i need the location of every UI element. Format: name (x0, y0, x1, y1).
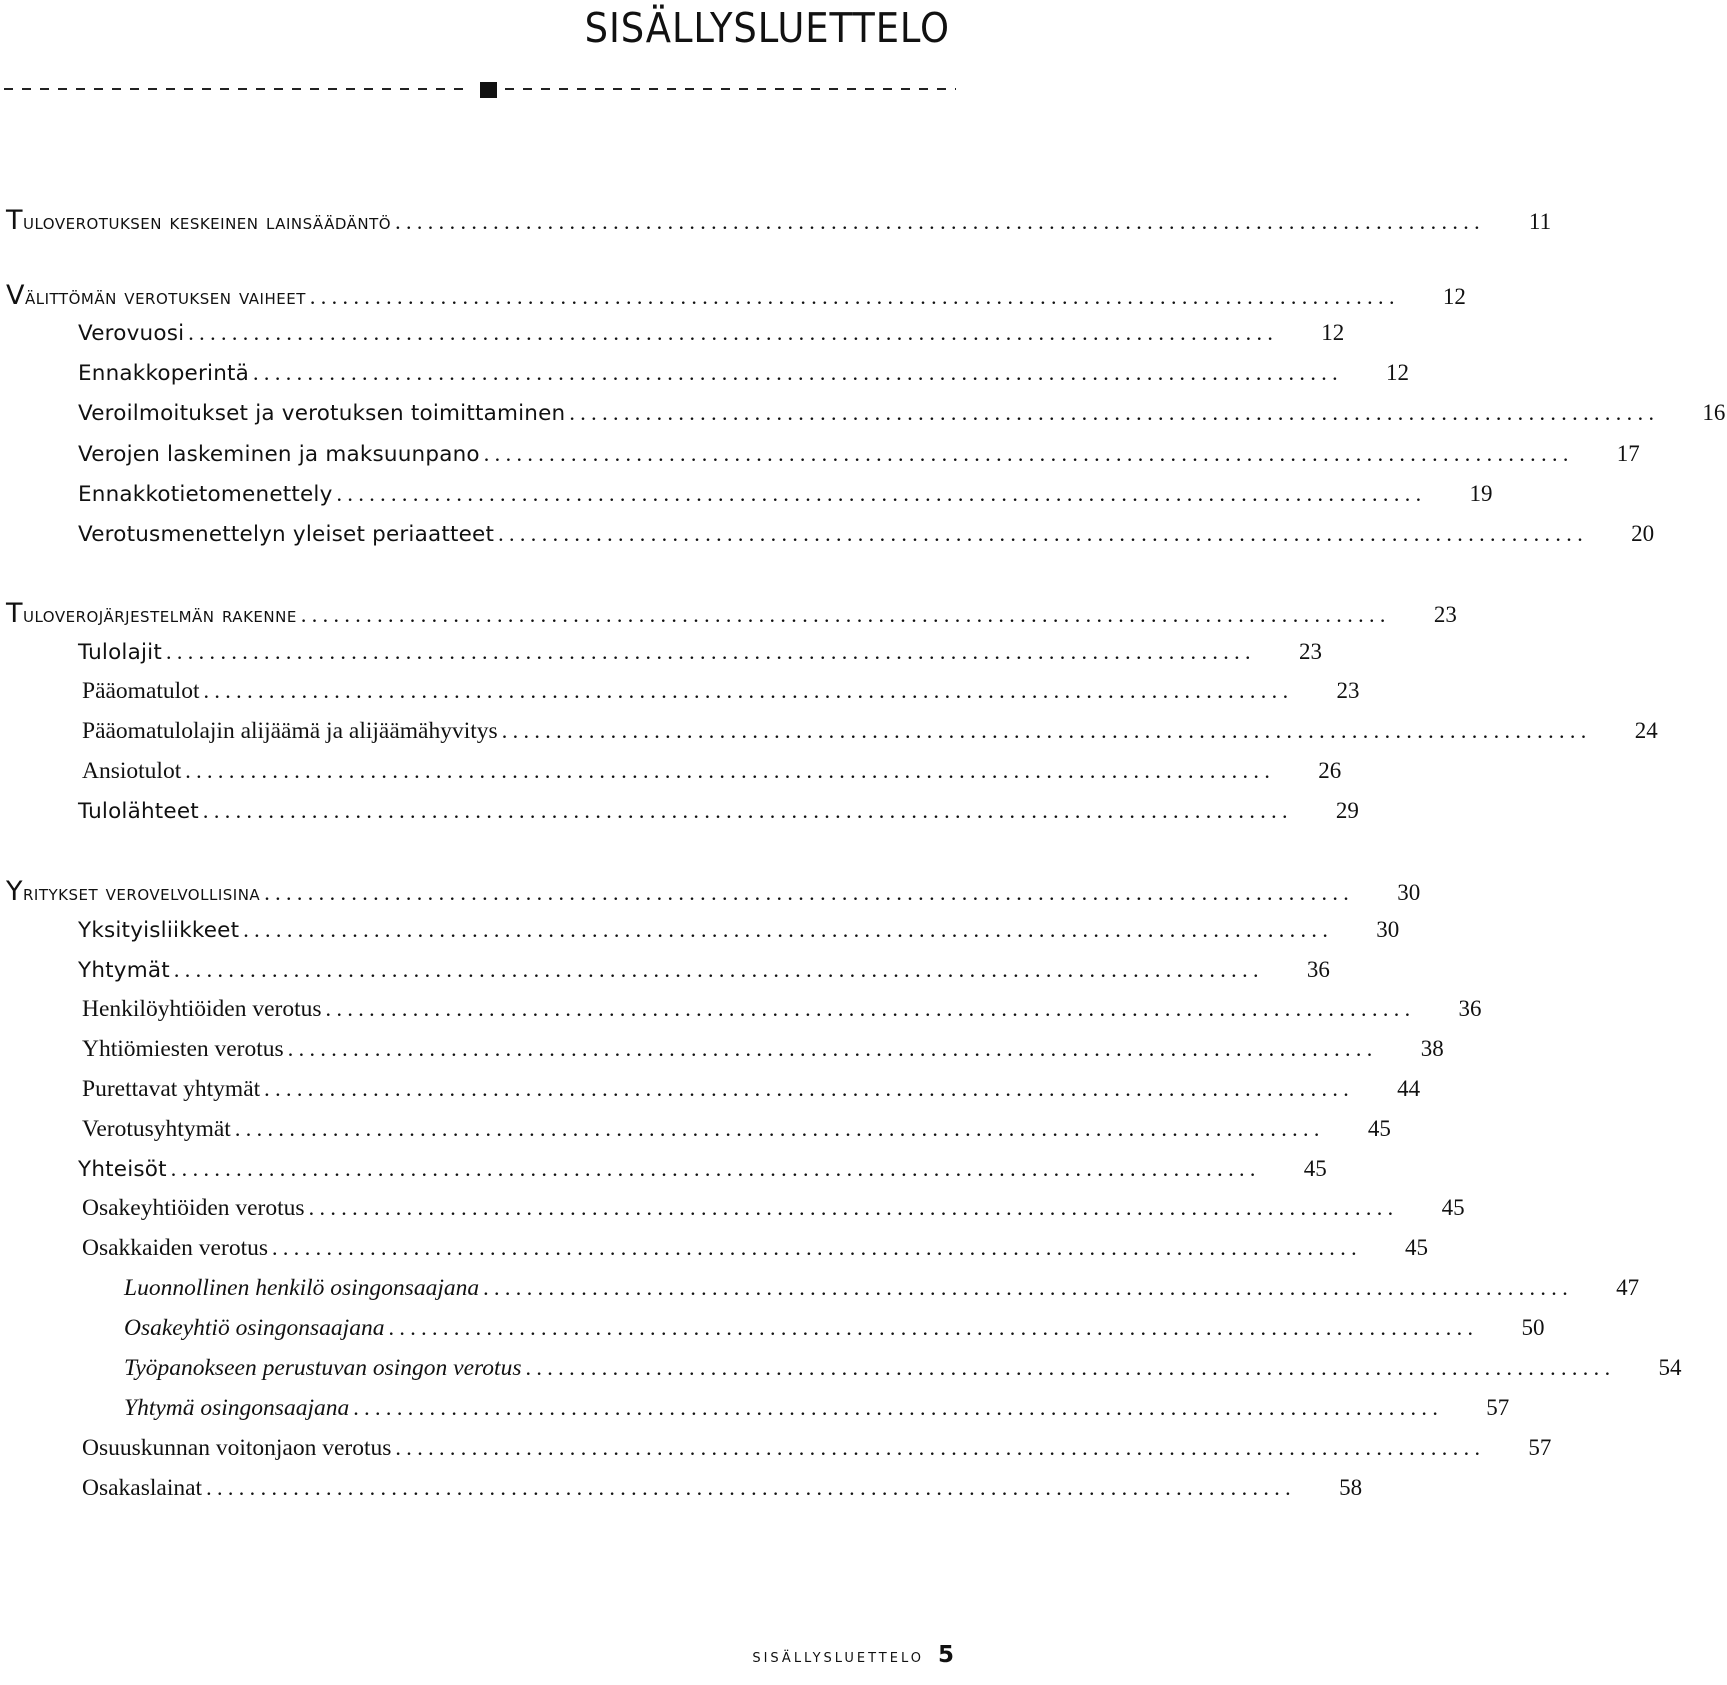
running-footer-title: SISÄLLYSLUETTELO (752, 1651, 924, 1666)
dot-leader: .................................................................................................... (264, 1076, 1355, 1101)
dot-leader: .................................................................................................... (300, 602, 1391, 627)
dot-leader: .................................................................................................... (325, 996, 1416, 1021)
toc-entry (0, 639, 1322, 679)
toc-entry (0, 1435, 1552, 1475)
toc-entry-label: Ennakkoperintä (78, 361, 250, 386)
toc-entry-page: 12 (1321, 320, 1345, 345)
dot-leader: .................................................................................................... (287, 1036, 1378, 1061)
dot-leader: .................................................................................................... (253, 360, 1344, 385)
toc-entry-label: Osakaslainat (82, 1475, 203, 1501)
page-title: SISÄLLYSLUETTELO (584, 4, 950, 52)
toc-entry-page: 12 (1442, 284, 1466, 309)
toc-entry-page: 45 (1303, 1156, 1327, 1181)
dot-leader: .................................................................................................... (501, 718, 1592, 743)
toc-entry-page: 58 (1339, 1475, 1363, 1500)
toc-entry (0, 1235, 1428, 1275)
toc-entry-page: 16 (1702, 400, 1726, 425)
dot-leader: .................................................................................................... (185, 758, 1276, 783)
toc-entry (0, 917, 1400, 957)
toc-entry-label: Yhtymät (78, 958, 170, 983)
dot-leader: .................................................................................................... (498, 521, 1589, 546)
toc-entry (0, 1156, 1327, 1196)
toc-entry-label: Tulolähteet (78, 799, 199, 824)
toc-entry (0, 798, 1359, 838)
toc-entry-page: 30 (1397, 880, 1421, 905)
toc-entry (0, 678, 1360, 718)
toc-entry (0, 360, 1410, 400)
toc-entry-page: 23 (1298, 639, 1322, 664)
toc-entry-label: Verotusmenettelyn yleiset periaatteet (78, 522, 495, 547)
toc-entry (0, 1355, 1682, 1395)
toc-entry (0, 400, 1726, 440)
toc-entry-label: Yhtymä osingonsaajana (124, 1395, 350, 1421)
toc-entry-label: Työpanokseen perustuvan osingon verotus (124, 1355, 522, 1381)
title-divider (0, 82, 960, 96)
toc-entry-label: Ennakkotietomenettely (78, 482, 333, 507)
dot-leader: .................................................................................................... (525, 1355, 1616, 1380)
dashed-rule-left (4, 88, 471, 90)
dot-leader: .................................................................................................... (165, 639, 1256, 664)
toc-entry-label: Yhteisöt (78, 1157, 167, 1182)
toc-entry (0, 957, 1330, 997)
dot-leader: .................................................................................................... (388, 1315, 1479, 1340)
toc-entry-page: 57 (1486, 1395, 1510, 1420)
toc-entry-page: 20 (1631, 521, 1655, 546)
toc-entry-page: 50 (1521, 1315, 1545, 1340)
toc-entry (0, 1195, 1465, 1235)
toc-entry-label: Ansiotulot (82, 758, 182, 784)
toc-entry (0, 481, 1493, 521)
toc-entry-label: Yritykset verovelvollisina (6, 876, 261, 907)
toc-entry-page: 12 (1386, 360, 1410, 385)
toc-entry-label: Osakkaiden verotus (82, 1235, 268, 1261)
toc-entry (0, 1116, 1391, 1156)
toc-entry-page: 11 (1528, 209, 1552, 234)
toc-entry-label: Tuloverojärjestelmän rakenne (6, 598, 297, 629)
toc-entry-page: 17 (1616, 441, 1640, 466)
dot-leader: .................................................................................................... (336, 481, 1427, 506)
dot-leader: .................................................................................................... (395, 1435, 1486, 1460)
toc-entry-label: Pääomatulolajin alijäämä ja alijäämähyvitys (82, 718, 498, 744)
dot-leader: .................................................................................................... (206, 1475, 1297, 1500)
toc-entry-label: Verojen laskeminen ja maksuunpano (78, 442, 480, 467)
dot-leader: .................................................................................................... (395, 209, 1486, 234)
toc-entry-label: Pääomatulot (82, 678, 200, 704)
toc-entry (0, 205, 1552, 245)
dot-leader: .................................................................................................... (234, 1116, 1325, 1141)
toc-entry-page: 24 (1634, 718, 1658, 743)
dot-leader: .................................................................................................... (203, 678, 1294, 703)
toc-entry-page: 19 (1469, 481, 1493, 506)
toc-entry-page: 44 (1397, 1076, 1421, 1101)
toc-entry-page: 29 (1335, 798, 1359, 823)
toc-entry (0, 1275, 1640, 1315)
toc-entry-label: Välittömän verotuksen vaiheet (6, 280, 306, 311)
dot-leader: .................................................................................................... (202, 798, 1293, 823)
toc-entry (0, 1076, 1421, 1116)
toc-entry (0, 876, 1421, 916)
toc-entry-page: 30 (1376, 917, 1400, 942)
toc-entry (0, 441, 1640, 481)
toc-entry-page: 54 (1658, 1355, 1682, 1380)
toc-entry-page: 47 (1616, 1275, 1640, 1300)
toc-entry (0, 521, 1655, 561)
dot-leader: .................................................................................................... (170, 1156, 1261, 1181)
toc-entry (0, 1475, 1363, 1515)
toc-entry-page: 36 (1458, 996, 1482, 1021)
toc-entry-label: Luonnollinen henkilö osingonsaajana (124, 1275, 480, 1301)
toc-entry (0, 320, 1345, 360)
toc-entry-page: 45 (1405, 1235, 1428, 1260)
toc-entry-page: 45 (1441, 1195, 1465, 1220)
toc-entry-label: Osakeyhtiö osingonsaajana (124, 1315, 385, 1341)
toc-entry (0, 1036, 1444, 1076)
toc-entry-label: Verovuosi (78, 321, 185, 346)
dot-leader: .................................................................................................... (308, 1195, 1399, 1220)
toc-entry-label: Yhtiömiesten verotus (82, 1036, 284, 1062)
toc-entry-label: Verotusyhtymät (82, 1116, 231, 1142)
dot-leader: .................................................................................................... (173, 957, 1264, 982)
toc-entry-page: 26 (1318, 758, 1342, 783)
toc-entry (0, 718, 1658, 758)
toc-entry-page: 57 (1528, 1435, 1552, 1460)
toc-entry-label: Tulolajit (78, 640, 162, 665)
page-number: 5 (937, 1642, 954, 1668)
toc-entry (0, 280, 1466, 320)
page-footer (752, 1642, 954, 1668)
toc-entry-page: 36 (1306, 957, 1330, 982)
toc-entry-label: Osakeyhtiöiden verotus (82, 1195, 305, 1221)
toc-entry-label: Tuloverotuksen keskeinen lainsäädäntö (6, 205, 392, 236)
dot-leader: .................................................................................................... (483, 1275, 1574, 1300)
toc-entry (0, 1395, 1510, 1435)
dot-leader: .................................................................................................... (483, 441, 1574, 466)
toc-entry-label: Purettavat yhtymät (82, 1076, 261, 1102)
dot-leader: .................................................................................................... (272, 1235, 1362, 1260)
toc-entry-label: Osuuskunnan voitonjaon verotus (82, 1435, 392, 1461)
toc-entry-page: 23 (1336, 678, 1360, 703)
divider-square-icon (480, 82, 497, 98)
toc-entry-label: Henkilöyhtiöiden verotus (82, 996, 322, 1022)
dot-leader: .................................................................................................... (353, 1395, 1444, 1420)
toc-entry-label: Yksityisliikkeet (78, 918, 240, 943)
dashed-rule-right (505, 88, 956, 90)
toc-entry (0, 996, 1482, 1036)
dot-leader: .................................................................................................... (309, 284, 1400, 309)
dot-leader: .................................................................................................... (243, 917, 1334, 942)
toc-entry-page: 38 (1420, 1036, 1444, 1061)
toc-entry (0, 758, 1342, 798)
dot-leader: .................................................................................................... (569, 400, 1660, 425)
toc-entry-label: Veroilmoitukset ja verotuksen toimittaminen (78, 401, 566, 426)
toc-entry-page: 23 (1433, 602, 1457, 627)
dot-leader: .................................................................................................... (188, 320, 1279, 345)
toc-entry-page: 45 (1367, 1116, 1391, 1141)
toc-entry (0, 1315, 1545, 1355)
toc-entry (0, 598, 1457, 638)
dot-leader: .................................................................................................... (264, 880, 1355, 905)
